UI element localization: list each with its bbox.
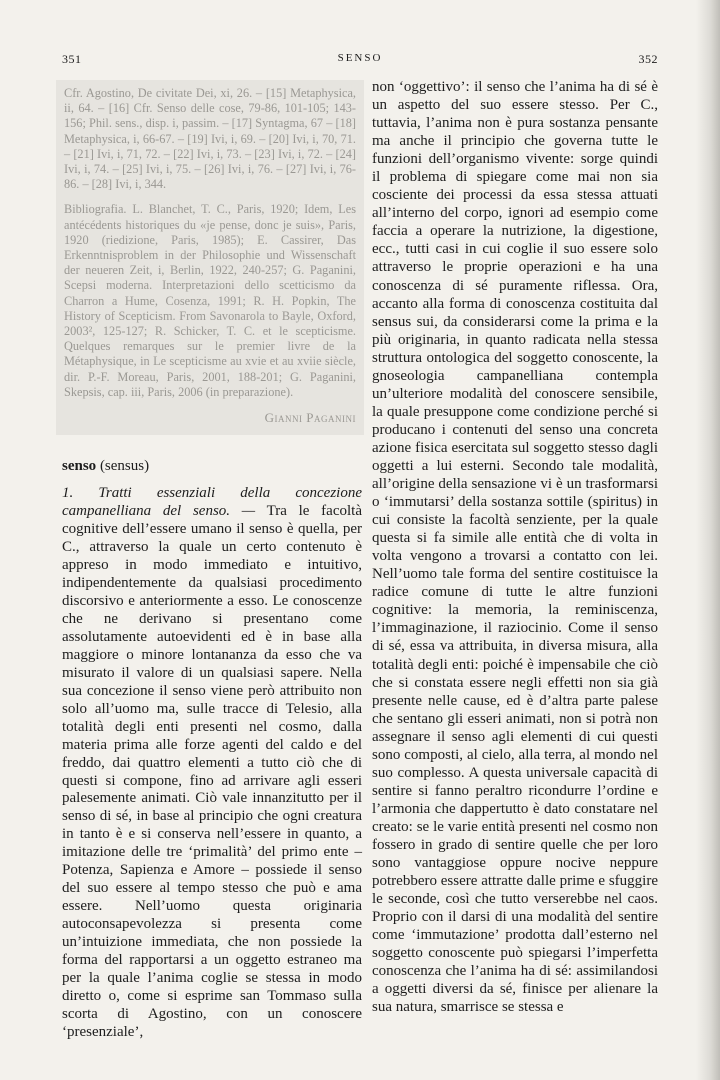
page-number-left: 351 xyxy=(62,52,82,66)
notes-box xyxy=(56,80,364,435)
page-number-right: 352 xyxy=(638,52,658,66)
left-column xyxy=(62,80,362,1042)
headword-latin: (sensus) xyxy=(99,458,150,475)
entry-heading xyxy=(62,457,362,476)
section-heading: 1. Tratti essenziali della concezione campanelliana del senso. — xyxy=(62,485,362,520)
running-header xyxy=(62,52,658,72)
body-text-left xyxy=(62,485,362,1042)
running-title: SENSO xyxy=(337,52,383,64)
endnotes: Cfr. Agostino, De civitate Dei, xi, 26. – [15] Metaphysica, ii, 64. – [16] Cfr. Senso delle cose, 79-86, 101-105; 143-156; Phil. sens., disp. i, passim. – [17] Syntagma, 67 – [18] Metaphysica, i, 66-67. – [19] Ivi, i, 69. – [20] Ivi, i, 70, 71. – [21] Ivi, i, 71, 72. – [22] Ivi, i, 73. – [23] Ivi, i, 72. – [24] Ivi, i, 74. – [25] Ivi, i, 75. – [26] Ivi, i, 76. – [27] Ivi, i, 76-86. – [28] Ivi, i, 344. xyxy=(64,86,356,192)
body-text-right: non ‘oggettivo’: il senso che l’anima ha di sé è un aspetto del suo essere stesso. Per C., tuttavia, l’anima non è pura sostanza pensante ma anche il principio che governa tutte le funzioni dell’organismo vivente: sorge quindi il problema di spiegare come mai non sia cosciente dei processi da essa stessa attuati all’interno del corpo, ignori ad esempio come faccia a operare la nutrizione, la digestione, ecc., tutti casi in cui coglie il suo essere solo attraverso le proprie operazioni e ha una conoscenza di sé puramente riflessa. Ora, accanto alla forma di conoscenza costituita dal sensus sui, da considerarsi come la prima e la più originaria, in quanto radicata nella stessa struttura ontologica del soggetto conoscente, la gnoseologia campanelliana contempla un’ulteriore modalità del conoscere sensibile, la quale presuppone come condizione perché si producano i contenuti del senso una concreta azione fisica esercitata sul soggetto stesso dagli oggetti a lui esterni. Secondo tale modalità, all’origine della sensazione vi è un trasformarsi o ‘immutarsi’ della sostanza sottile (spiritus) in cui consiste la facoltà senziente, per la quale questa si fa simile alle entità che di volta in volta vengono a trovarsi a contatto con lei. Nell’uomo tale forma del sentire costituisce la radice comune di tutte le altre funzioni cognitive: la memoria, la reminiscenza, l’immaginazione, il raziocinio. Come il senso di sé, essa va attribuita, in diversa misura, alla totalità degli enti: poiché è impensabile che ciò che si constata essere negli effetti non sia già presente nelle cause, ed è d’altra parte palese che sentano gli esseri animati, non si potrà non assegnare il senso agli elementi di cui questi sono composti, al cielo, alla terra, al mondo nel suo complesso. A questa universale capacità di sentire si fanno peraltro ricondurre l’ordine e l’armonia che dappertutto è dato constatare nel creato: se le varie entità presenti nel cosmo non fossero in grado di sentire quelle che per loro sono vantaggiose oppure nocive neppure potrebbero essere attratte dalle prime e sfuggire le seconde, così che tutto verserebbe nel caos. Proprio con il darsi di una modalità del sentire come ‘immutazione’ prodotta dall’esterno nel soggetto conoscente può spiegarsi l’imperfetta conoscenza che l’anima ha di sé: assimilandosi a oggetti diversi da sé, finisce per alienare la sua natura, smarrisce se stessa e xyxy=(372,79,658,1016)
headword: senso xyxy=(62,458,97,475)
bibliography: Bibliografia. L. Blanchet, T. C., Paris, 1920; Idem, Les antécédents historiques du «je pense, donc je suis», Paris, 1920 (riedizione, Paris, 1985); E. Cassirer, Das Erkenntnisproblem in der Philosophie und Wissenschaft der neueren Zeit, i, Berlin, 1922, 240-257; G. Paganini, Scepsi moderna. Interpretazioni dello scetticismo da Charron a Hume, Cosenza, 1991; R. H. Popkin, The History of Scepticism. From Savonarola to Bayle, Oxford, 2003², 125-127; R. Schicker, T. C. et le scepticisme. Quelques remarques sur le premier livre de la Métaphysique, in Le scepticisme au xvie et au xviie siècle, dir. P.-F. Moreau, Paris, 2001, 188-201; G. Paganini, Skepsis, cap. iii, Paris, 2006 (in preparazione). xyxy=(64,202,356,399)
body-text-left-content: Tra le facoltà cognitive dell’essere umano il senso è quella, per C., attraverso la quale un certo contenuto è appreso in modo immediato e intuitivo, indipendentemente da qualsiasi procedimento discorsivo e anteriormente a esso. Le conoscenze che ne derivano si presentano come assolutamente autoevidenti ed è in base alla maggiore o minore lontananza da esso che va misurato il valore di un qualsiasi sapere. Nella sua concezione il senso viene però attribuito non solo all’uomo ma, sulle tracce di Telesio, alla totalità degli enti presenti nel cosmo, dalla materia prima alle forze agenti del caldo e del freddo, dai quattro elementi a tutto ciò che di questi si compone, fino ad arrivare agli esseri palesemente animati. Ciò vale innanzitutto per il senso di sé, in base al principio che ogni creatura in tanto è e si conserva nell’essere in quanto, a imitazione delle tre ‘primalità’ del primo ente – Potenza, Sapienza e Amore – possiede il senso del suo essere al tempo stesso che può e ama essere. Nell’uomo questa originaria autoconsapevolezza si presenta come un’intuizione immediata, che non possiede la forma del rapportarsi a un oggetto estraneo ma per la quale l’anima coglie se stessa in modo diretto o, come si esprime san Tommaso sulla scorta di Agostino, con un conoscere ‘presenziale’, xyxy=(62,503,362,1040)
page-gutter-shadow xyxy=(696,0,720,1080)
right-column xyxy=(372,78,658,1016)
author-signature: Gianni Paganini xyxy=(264,410,356,426)
